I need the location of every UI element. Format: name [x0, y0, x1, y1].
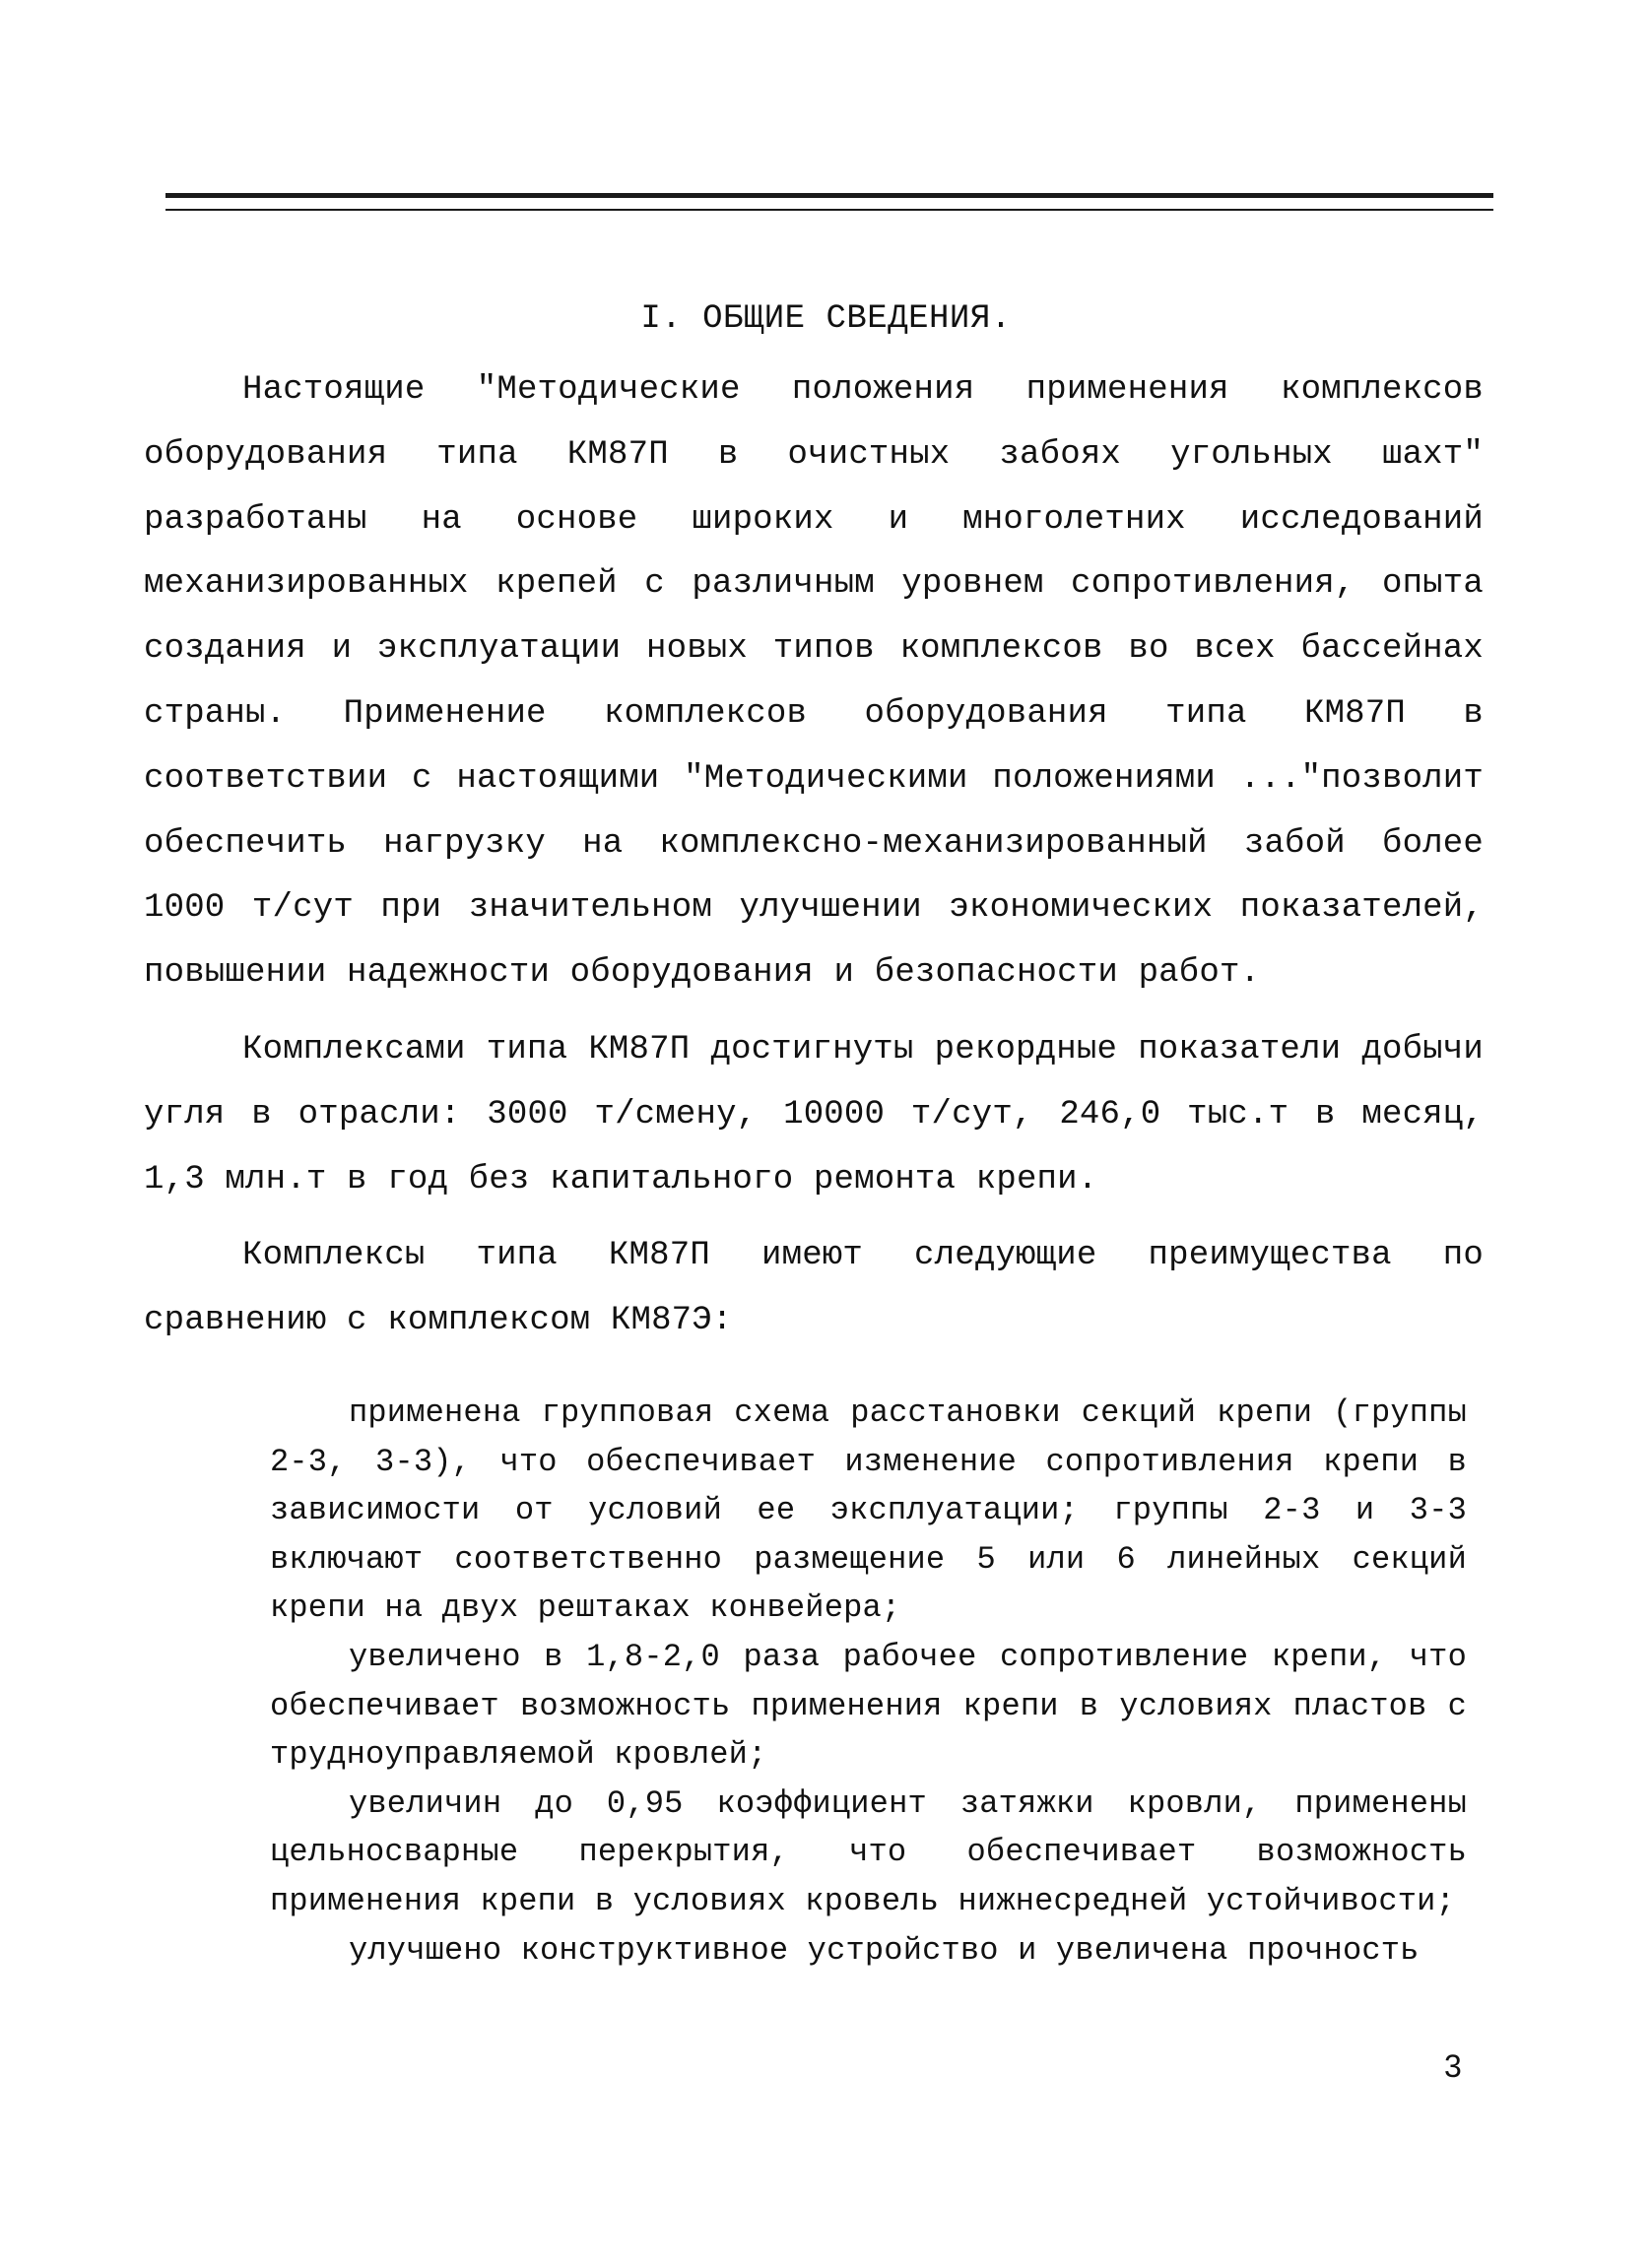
paragraph-intro: Настоящие "Методические положения применения комплексов оборудования типа КМ87П в очистных забоях угольных шахт" разработаны на основе широких и многолетних исследований механизированных крепей с различным уровнем сопротивления, опыта создания и эксплуатации новых типов комплексов во всех бассейнах страны. Применение комплексов оборудования типа КМ87П в соответствии с настоящими "Методическими положениями ..."позволит обеспечить нагрузку на комплексно-механизированный забой более 1000 т/сут при значительном улучшении экономических показателей, повышении надежности оборудования и безопасности работ.	[144, 371, 1484, 993]
paragraph-advantages-lead: Комплексы типа КМ87П имеют следующие преимущества по сравнению с комплексом КМ87Э:	[144, 1237, 1484, 1340]
advantages-list	[270, 1389, 1467, 1975]
advantage-item: применена групповая схема расстановки секций крепи (группы 2-3, 3-3), что обеспечивает изменение сопротивления крепи в зависимости от условий ее эксплуатации; группы 2-3 и 3-3 включают соответственно размещение 5 или 6 линейных секций крепи на двух рештаках конвейера;	[270, 1394, 1467, 1627]
advantage-item: улучшено конструктивное устройство и увеличена прочность	[349, 1931, 1420, 1969]
intro-text	[144, 358, 1484, 1354]
paragraph-records: Комплексами типа КМ87П достигнуты рекордные показатели добычи угля в отрасли: 3000 т/смену, 10000 т/сут, 246,0 тыс.т в месяц, 1,3 млн.т в год без капитального ремонта крепи.	[144, 1030, 1484, 1199]
header-rule-thick	[165, 193, 1493, 198]
advantage-item: увеличено в 1,8-2,0 раза рабочее сопротивление крепи, что обеспечивает возможность применения крепи в условиях пластов с трудноуправляемой кровлей;	[270, 1638, 1467, 1774]
advantage-item: увеличин до 0,95 коэффициент затяжки кровли, применены цельносварные перекрытия, что обеспечивает возможность применения крепи в условиях кровель нижнесредней устойчивости;	[270, 1784, 1467, 1919]
page-number: 3	[1444, 2048, 1462, 2084]
header-rule-thin	[165, 209, 1493, 211]
section-title: I. ОБЩИЕ СВЕДЕНИЯ.	[640, 300, 1012, 338]
